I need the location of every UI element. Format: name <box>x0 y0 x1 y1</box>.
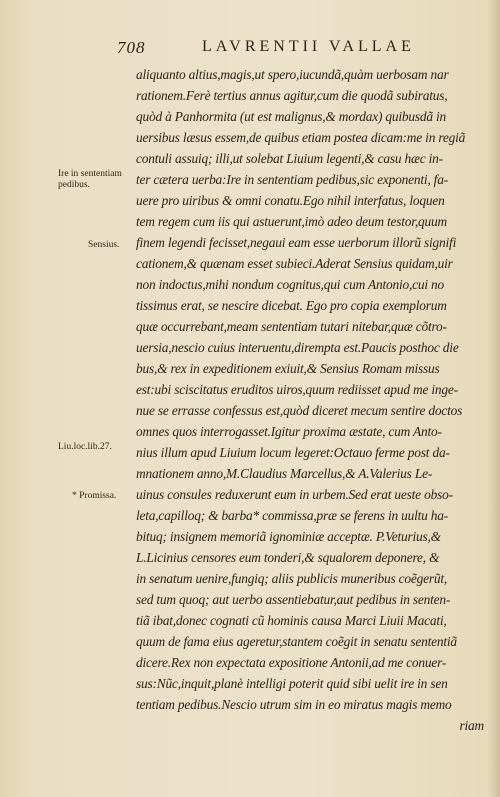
text-line: tentiam pedibus.Nescio utrum sim in eo miratus magis memo <box>136 697 452 712</box>
text-line: rationem.Ferè tertius annus agitur,cum die quodã subiratus, <box>136 88 448 103</box>
body-text <box>136 64 488 736</box>
text-line: non indoctus,mihi nondum cognitus,qui cum Antonio,cui no <box>136 277 445 292</box>
text-line: tissimus erat, se nescire dicebat. Ego pro copia exemplorum <box>136 298 447 313</box>
text-line: quum de fama eius ageretur,stantem coẽgit in senatu sententiã <box>136 634 457 649</box>
text-line: est:ubi sciscitatus eruditos uiros,quum rediisset apud me inge- <box>136 382 458 397</box>
text-line: sus:Nũc,inquit,planè intelligi poterit quid sibi uelit ire in sen <box>136 676 448 691</box>
text-line: dicere.Rex non expectata expositione Antonii,ad me conuer- <box>136 655 447 670</box>
text-line: contuli assuiq; illi,ut solebat Liuium legenti,& casu hæc in- <box>136 151 443 166</box>
text-line: sed tum quoq; aut uerbo assentiebatur,aut pedibus in senten- <box>136 592 451 607</box>
text-line: tem regem cum iis qui astuerunt,imò adeo deum testor,quum <box>136 214 447 229</box>
text-line: bituq; insignem memoriã ignominiæ acceptæ. P.Veturius,& <box>136 529 441 544</box>
text-line: uersibus læsus essem,de quibus etiam postea dicam:me in regiã <box>136 130 466 145</box>
margin-note-promissa: * Promissa. <box>72 491 117 501</box>
text-line: quòd à Panhormita (ut est malignus,& mordax) quibusdã in <box>136 109 447 124</box>
text-line: bus,& rex in expeditionem exiuit,& Sensius Romam missus <box>136 361 440 376</box>
text-line: mnationem anno,M.Claudius Marcellus,& A.Valerius Le- <box>136 466 433 481</box>
margin-note-line: pedibus. <box>58 180 90 190</box>
page-number: 708 <box>117 38 146 57</box>
margin-note-sensius: Sensius. <box>88 240 120 250</box>
text-line: quæ occurrebant,meam sententiam tutari nitebar,quæ cõtro- <box>136 319 447 334</box>
text-line: finem legendi fecisset,negaui eam esse uerborum illorũ signifi <box>136 235 457 250</box>
text-line: in senatum uenire,fungiq; aliis publicis muneribus coẽgerũt, <box>136 571 448 586</box>
text-line: uinus consules reduxerunt eum in urbem.Sed erat ueste obso- <box>136 487 453 502</box>
page-edge-shadow <box>488 0 500 797</box>
text-line: cationem,& quænam esset subieci.Aderat Sensius quidam,uir <box>136 256 453 271</box>
margin-note-ire-in-sententiam <box>58 169 122 191</box>
text-line: ter cætera uerba:Ire in sententiam pedibus,sic exponenti, fa- <box>136 172 448 187</box>
running-head: LAVRENTII VALLAE <box>202 38 415 55</box>
catchword: riam <box>459 718 484 733</box>
text-line: leta,capilloq; & barba* commissa,præ se ferens in uultu ha- <box>136 508 449 523</box>
text-line: L.Licinius censores eum tonderi,& squalorem deponere, & <box>136 550 440 565</box>
text-line: nius illum apud Liuium locum legeret:Octauo ferme post da- <box>136 445 450 460</box>
text-line: uere pro uiribus & omni conatu.Ego nihil interfatus, loquen <box>136 193 445 208</box>
text-line: omnes quos interrogasset.Igitur proxima æstate, cum Anto- <box>136 424 442 439</box>
text-line: aliquanto altius,magis,ut spero,iucundã,quàm uerbosam nar <box>136 67 449 82</box>
text-line: nue se errasse confessus est,quòd diceret mecum sentire doctos <box>136 403 463 418</box>
margin-note-liuius-reference: Liu.loc.lib.27. <box>58 442 112 452</box>
page-header <box>0 38 500 60</box>
text-line: tiã ibat,donec cognati cũ hominis causa Marci Liuii Macati, <box>136 613 447 628</box>
margin-note-line: Ire in sententiam <box>58 169 122 179</box>
text-line: uersia,nescio cuius interuentu,dirempta est.Paucis posthoc die <box>136 340 459 355</box>
